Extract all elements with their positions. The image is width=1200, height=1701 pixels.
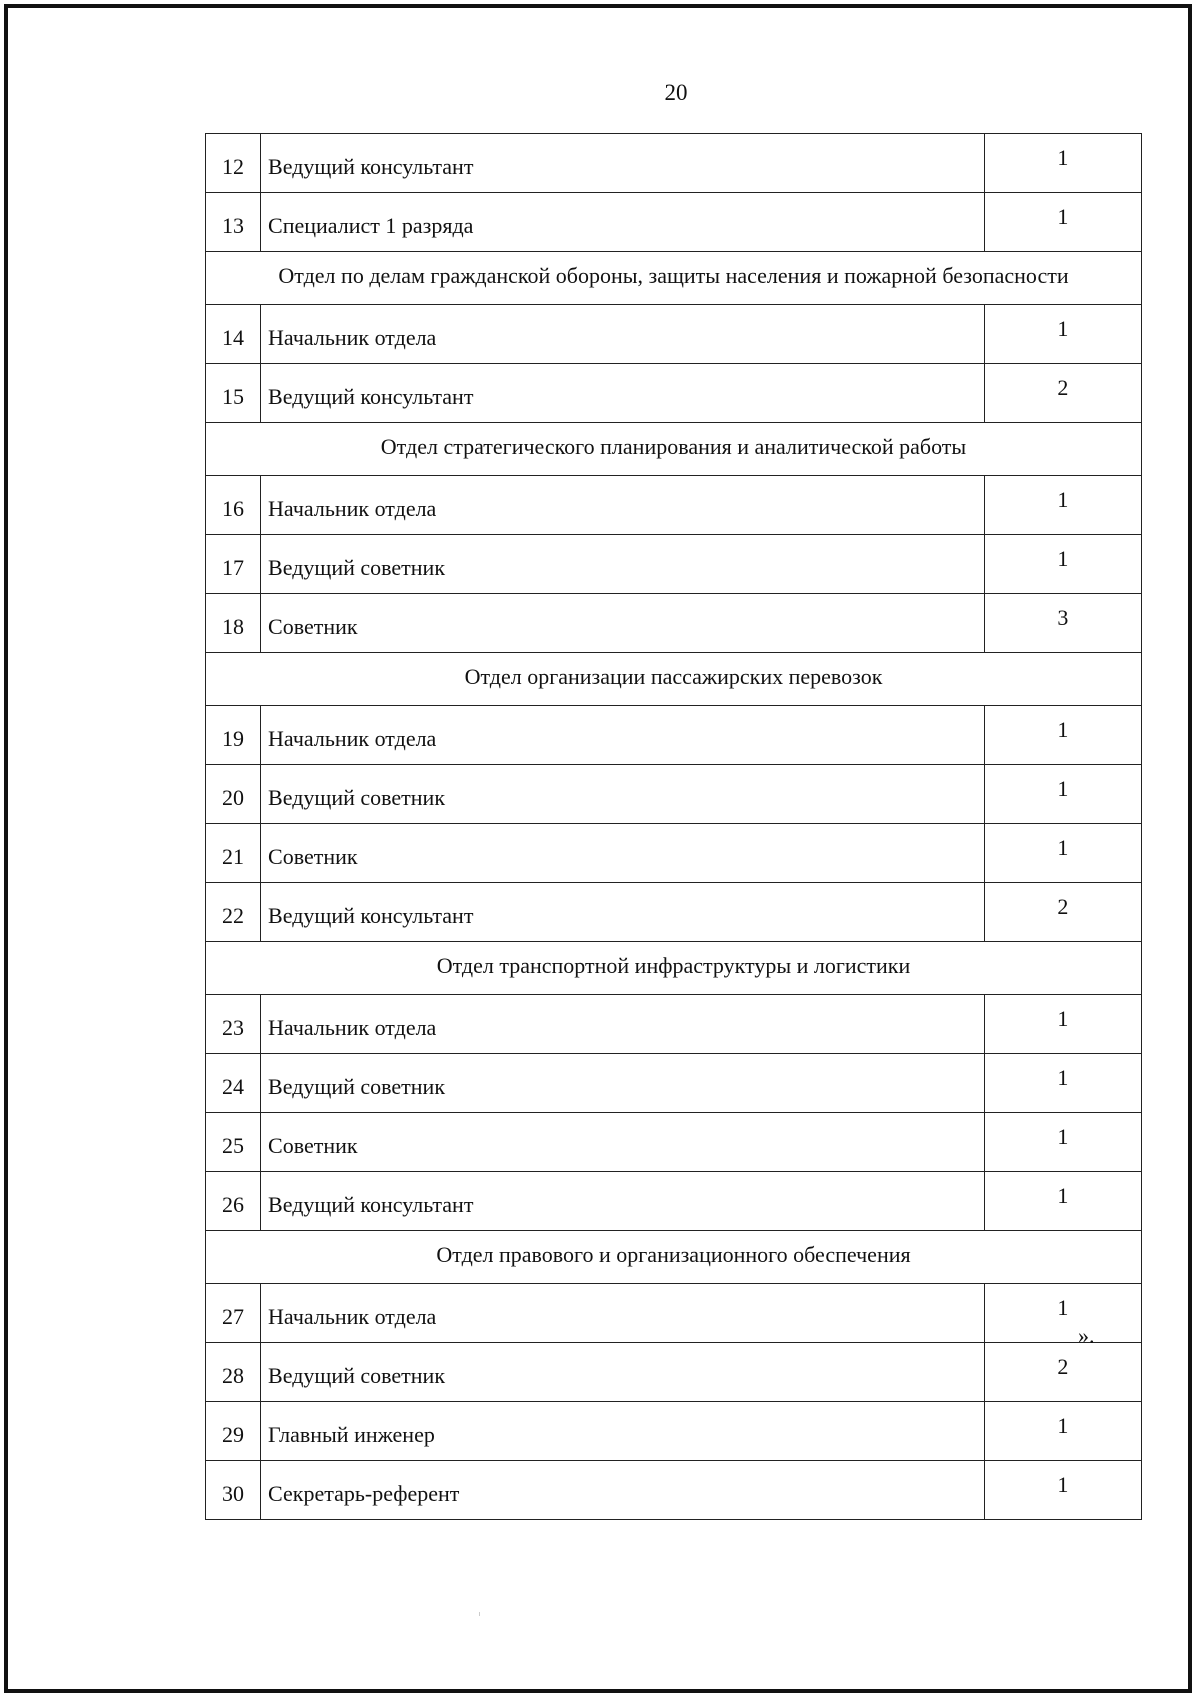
position-title: Главный инженер xyxy=(261,1402,985,1461)
position-title: Советник xyxy=(261,594,985,653)
position-title: Начальник отдела xyxy=(261,476,985,535)
position-title: Начальник отдела xyxy=(261,995,985,1054)
table-row xyxy=(206,1343,1142,1402)
position-title: Начальник отдела xyxy=(261,1284,985,1343)
table-row xyxy=(206,364,1142,423)
position-title: Ведущий консультант xyxy=(261,364,985,423)
row-number: 27 xyxy=(206,1284,261,1343)
department-title: Отдел по делам гражданской обороны, защиты населения и пожарной безопасности xyxy=(206,252,1142,305)
row-number: 23 xyxy=(206,995,261,1054)
position-count: 1 xyxy=(984,1054,1141,1113)
position-count: 1 xyxy=(984,535,1141,594)
table-row xyxy=(206,305,1142,364)
row-number: 19 xyxy=(206,706,261,765)
staffing-table-body xyxy=(206,134,1142,1520)
page-number: 20 xyxy=(664,80,688,105)
department-header-row xyxy=(206,653,1142,706)
position-title: Ведущий консультант xyxy=(261,1172,985,1231)
position-count: 1 xyxy=(984,305,1141,364)
table-row xyxy=(206,1113,1142,1172)
row-number: 22 xyxy=(206,883,261,942)
position-count: 2 xyxy=(984,1343,1141,1402)
row-number: 25 xyxy=(206,1113,261,1172)
row-number: 21 xyxy=(206,824,261,883)
position-count: 3 xyxy=(984,594,1141,653)
table-row xyxy=(206,535,1142,594)
table-row xyxy=(206,1054,1142,1113)
position-title: Советник xyxy=(261,824,985,883)
table-row xyxy=(206,594,1142,653)
position-title: Ведущий советник xyxy=(261,535,985,594)
row-number: 12 xyxy=(206,134,261,193)
position-count: 1 xyxy=(984,765,1141,824)
row-number: 30 xyxy=(206,1461,261,1520)
row-number: 13 xyxy=(206,193,261,252)
table-row xyxy=(206,134,1142,193)
position-count: 1 xyxy=(984,1461,1141,1520)
row-number: 20 xyxy=(206,765,261,824)
row-number: 29 xyxy=(206,1402,261,1461)
table-row xyxy=(206,1284,1142,1343)
department-header-row xyxy=(206,1231,1142,1284)
position-count: 1 xyxy=(984,1402,1141,1461)
position-title: Ведущий консультант xyxy=(261,883,985,942)
table-row xyxy=(206,706,1142,765)
position-title: Ведущий консультант xyxy=(261,134,985,193)
row-number: 28 xyxy=(206,1343,261,1402)
position-title: Начальник отдела xyxy=(261,305,985,364)
staffing-table xyxy=(205,133,1142,1520)
table-row xyxy=(206,193,1142,252)
row-number: 16 xyxy=(206,476,261,535)
department-title: Отдел организации пассажирских перевозок xyxy=(206,653,1142,706)
position-count: 1 xyxy=(984,824,1141,883)
position-count: 1 xyxy=(984,995,1141,1054)
table-row xyxy=(206,1461,1142,1520)
position-count: 1 xyxy=(984,193,1141,252)
department-header-row xyxy=(206,423,1142,476)
row-number: 15 xyxy=(206,364,261,423)
position-count: 2 xyxy=(984,883,1141,942)
row-number: 26 xyxy=(206,1172,261,1231)
position-count: 1 xyxy=(984,134,1141,193)
table-row xyxy=(206,824,1142,883)
position-count: 2 xyxy=(984,364,1141,423)
table-row xyxy=(206,1402,1142,1461)
department-header-row xyxy=(206,942,1142,995)
table-row xyxy=(206,1172,1142,1231)
position-count: 1 xyxy=(984,1284,1141,1343)
position-count: 1 xyxy=(984,706,1141,765)
position-title: Специалист 1 разряда xyxy=(261,193,985,252)
table-row xyxy=(206,883,1142,942)
table-row xyxy=(206,995,1142,1054)
table-row xyxy=(206,765,1142,824)
closing-quote-mark: ». xyxy=(1078,1323,1095,1348)
position-title: Ведущий советник xyxy=(261,765,985,824)
row-number: 24 xyxy=(206,1054,261,1113)
row-number: 14 xyxy=(206,305,261,364)
position-count: 1 xyxy=(984,1172,1141,1231)
position-title: Начальник отдела xyxy=(261,706,985,765)
position-title: Ведущий советник xyxy=(261,1054,985,1113)
position-title: Ведущий советник xyxy=(261,1343,985,1402)
position-title: Советник xyxy=(261,1113,985,1172)
department-title: Отдел транспортной инфраструктуры и логистики xyxy=(206,942,1142,995)
department-header-row xyxy=(206,252,1142,305)
row-number: 18 xyxy=(206,594,261,653)
department-title: Отдел стратегического планирования и аналитической работы xyxy=(206,423,1142,476)
position-title: Секретарь-референт xyxy=(261,1461,985,1520)
table-row xyxy=(206,476,1142,535)
position-count: 1 xyxy=(984,1113,1141,1172)
scan-artifact xyxy=(479,1612,480,1616)
row-number: 17 xyxy=(206,535,261,594)
position-count: 1 xyxy=(984,476,1141,535)
department-title: Отдел правового и организационного обеспечения xyxy=(206,1231,1142,1284)
